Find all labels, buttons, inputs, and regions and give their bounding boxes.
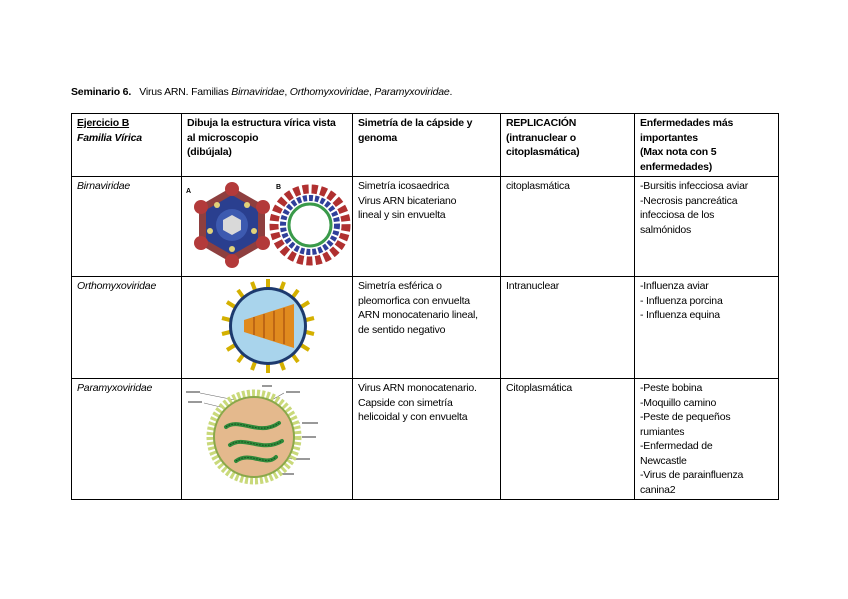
disease-line: -Virus de parainfluenza <box>640 469 744 481</box>
table-header-row <box>72 114 779 177</box>
header-line: Enfermedades más <box>640 117 734 129</box>
paramyxovirus-illustration <box>182 379 352 491</box>
disease-line: -Bursitis infecciosa aviar <box>640 180 749 192</box>
symmetry-line: helicoidal y con envuelta <box>358 411 468 423</box>
disease-line: infecciosa de los <box>640 209 715 221</box>
disease-line: -Influenza aviar <box>640 280 709 292</box>
image-label-b: B <box>276 184 281 191</box>
header-line: (intranuclear o <box>506 131 576 144</box>
symmetry-line: Capside con simetría <box>358 396 453 409</box>
disease-line: Newcastle <box>640 454 687 467</box>
header-cell-replication <box>501 114 635 177</box>
heading-family-3: Paramyxoviridae <box>374 86 450 98</box>
page-heading <box>71 86 452 98</box>
header-line: REPLICACIÓN <box>506 117 577 129</box>
family-name: Orthomyxoviridae <box>72 277 182 379</box>
disease-line: -Moquillo camino <box>640 396 717 409</box>
symmetry-line: Virus ARN monocatenario. <box>358 382 477 394</box>
symmetry-cell <box>353 277 501 379</box>
disease-line: - Influenza porcina <box>640 294 723 307</box>
header-line: genoma <box>358 131 398 144</box>
orthomyxovirus-illustration <box>182 277 352 374</box>
heading-label: Seminario 6. <box>71 86 132 98</box>
header-line: (Max nota con 5 <box>640 146 717 158</box>
paramyxovirus-image <box>182 379 353 500</box>
symmetry-line: pleomorfica con envuelta <box>358 294 470 307</box>
symmetry-line: lineal y sin envuelta <box>358 209 446 221</box>
heading-family-1: Birnaviridae <box>231 86 285 98</box>
birnavirus-image <box>182 177 353 277</box>
heading-sep: , <box>368 86 372 98</box>
disease-line: -Peste bobina <box>640 382 703 394</box>
symmetry-cell <box>353 379 501 500</box>
header-line: importantes <box>640 131 698 144</box>
header-line: citoplasmática) <box>506 146 580 158</box>
symmetry-line: Simetría esférica o <box>358 280 442 292</box>
family-name: Paramyxoviridae <box>72 379 182 500</box>
header-familia: Familia Vírica <box>77 131 142 144</box>
header-cell-structure <box>182 114 353 177</box>
replication-cell: Citoplasmática <box>501 379 635 500</box>
header-line: (dibújala) <box>187 146 232 158</box>
diseases-cell <box>635 277 779 379</box>
virus-table <box>71 113 779 500</box>
disease-line: - Influenza equina <box>640 309 720 321</box>
header-cell-symmetry <box>353 114 501 177</box>
family-name: Birnaviridae <box>72 177 182 277</box>
heading-family-2: Orthomyxoviridae <box>289 86 369 98</box>
disease-line: -Necrosis pancreática <box>640 194 738 207</box>
table-row <box>72 177 779 277</box>
header-ejercicio: Ejercicio B <box>77 117 130 129</box>
heading-end: . <box>449 86 453 98</box>
header-line: enfermedades) <box>640 160 713 173</box>
replication-cell: Intranuclear <box>501 277 635 379</box>
table-row <box>72 277 779 379</box>
symmetry-line: Simetría icosaedrica <box>358 180 450 192</box>
orthomyxovirus-image <box>182 277 353 379</box>
symmetry-line: ARN monocatenario lineal, <box>358 309 478 321</box>
symmetry-line: de sentido negativo <box>358 323 446 336</box>
symmetry-line: Virus ARN bicateriano <box>358 194 457 207</box>
disease-line: salmónidos <box>640 223 692 236</box>
replication-cell: citoplasmática <box>501 177 635 277</box>
diseases-cell <box>635 379 779 500</box>
table-row <box>72 379 779 500</box>
header-line: Simetría de la cápside y <box>358 117 473 129</box>
birnavirus-illustration <box>182 177 352 272</box>
disease-line: -Peste de pequeños <box>640 411 731 423</box>
disease-line: -Enfermedad de <box>640 440 713 452</box>
diseases-cell <box>635 177 779 277</box>
image-label-a: A <box>186 188 191 195</box>
disease-line: canina2 <box>640 483 676 496</box>
header-cell-family <box>72 114 182 177</box>
heading-sep: , <box>284 86 288 98</box>
header-cell-diseases <box>635 114 779 177</box>
header-line: Dibuja la estructura vírica vista <box>187 117 336 129</box>
header-line: al microscopio <box>187 131 259 144</box>
symmetry-cell <box>353 177 501 277</box>
disease-line: rumiantes <box>640 425 685 438</box>
heading-text: Virus ARN. Familias <box>139 86 229 98</box>
